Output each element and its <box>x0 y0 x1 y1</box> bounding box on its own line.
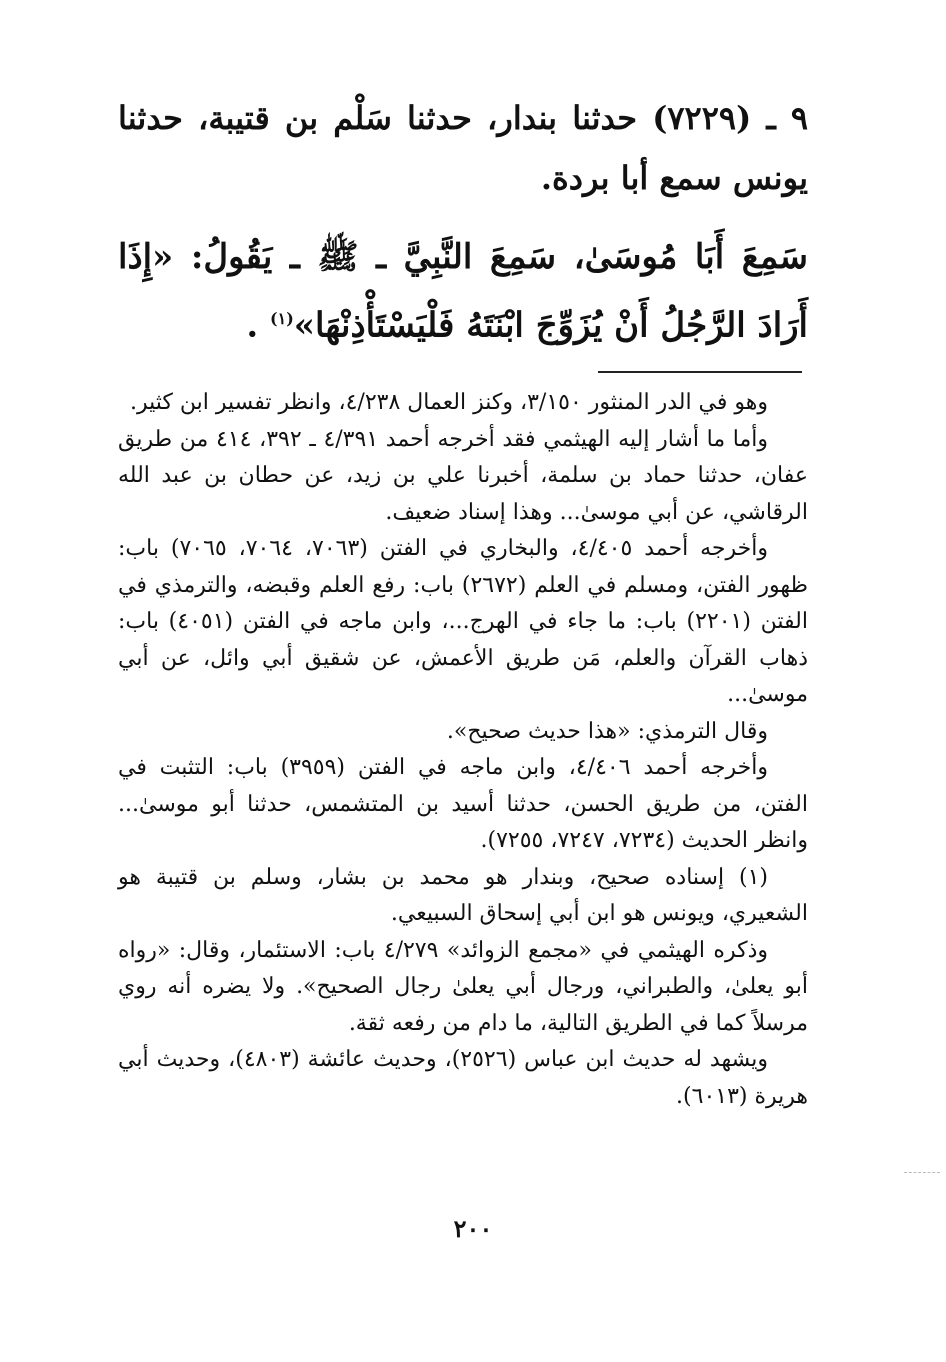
hadith-end: . <box>246 305 259 346</box>
page-number: ٢٠٠ <box>453 1214 493 1243</box>
hadith-header: ٩ ـ (٧٢٢٩) حدثنا بندار، حدثنا سَلْم بن قتيبة، حدثنا يونس سمع أبا بردة. <box>118 99 808 197</box>
footnote-paragraph: وأخرجه أحمد ٤/٤٠٥، والبخاري في الفتن (٧٠٦٣، ٧٠٦٤، ٧٠٦٥) باب: ظهور الفتن، ومسلم في العلم (٢٦٧٢) باب: رفع العلم وقبضه، والترمذي في الفتن (٢٢٠١) باب: ما جاء في الهرج...، وابن ماجه في الفتن (٤٠٥١) باب: ذهاب القرآن والعلم، مَن طريق الأعمش، عن شقيق أبي وائل، عن أبي موسىٰ... <box>118 536 808 707</box>
footnote-paragraph: ويشهد له حديث ابن عباس (٢٥٢٦)، وحديث عائشة (٤٨٠٣)، وحديث أبي هريرة (٦٠١٣). <box>118 1047 808 1109</box>
footnote-paragraph: وذكره الهيثمي في «مجمع الزوائد» ٤/٢٧٩ باب: الاستئمار، وقال: «رواه أبو يعلىٰ، والطبراني، ورجال أبي يعلىٰ رجال الصحيح». ولا يضره أنه روي مرسلاً كما في الطريق التالية، ما دام من رفعه ثقة. <box>118 937 808 1036</box>
footnote-paragraph: وأخرجه أحمد ٤/٤٠٦، وابن ماجه في الفتن (٣٩٥٩) باب: التثبت في الفتن، من طريق الحسن، حدثنا أسيد بن المتشمس، حدثنا أبو موسىٰ... وانظر الحديث (٧٢٣٤، ٧٢٤٧، ٧٢٥٥). <box>118 755 808 853</box>
footnote-separator <box>598 371 802 373</box>
hadith-text-paragraph <box>118 226 808 356</box>
footnote-paragraph: وهو في الدر المنثور ٣/١٥٠، وكنز العمال ٤/٢٣٨، وانظر تفسير ابن كثير. <box>129 390 768 415</box>
hadith-body <box>118 226 808 356</box>
footnote-paragraph: وأما ما أشار إليه الهيثمي فقد أخرجه أحمد ٤/٣٩١ ـ ٣٩٢، ٤١٤ من طريق عفان، حدثنا حماد بن سلمة، أخبرنا علي بن زيد، عن حطان بن عبد الله الرقاشي، عن أبي موسىٰ... وهذا إسناد ضعيف. <box>118 426 808 525</box>
hadith-chain <box>118 88 808 208</box>
footnote-paragraph: (١) إسناده صحيح، وبندار هو محمد بن بشار، وسلم بن قتيبة هو الشعيري، ويونس هو ابن أبي إسحاق السبيعي. <box>118 864 808 926</box>
footnote-marker: (١) <box>270 309 294 328</box>
scan-crop-mark <box>904 1172 940 1173</box>
hadith-text: سَمِعَ أَبَا مُوسَىٰ، سَمِعَ النَّبِيَّ ـ ﷺ ـ يَقُولُ: «إِذَا أَرَادَ الرَّجُلُ أَنْ يُزَوِّجَ ابْنَتَهُ فَلْيَسْتَأْذِنْهَا» <box>118 237 808 346</box>
footnote-paragraph: وقال الترمذي: «هذا حديث صحيح». <box>446 718 768 744</box>
footnotes-section <box>118 385 808 1115</box>
